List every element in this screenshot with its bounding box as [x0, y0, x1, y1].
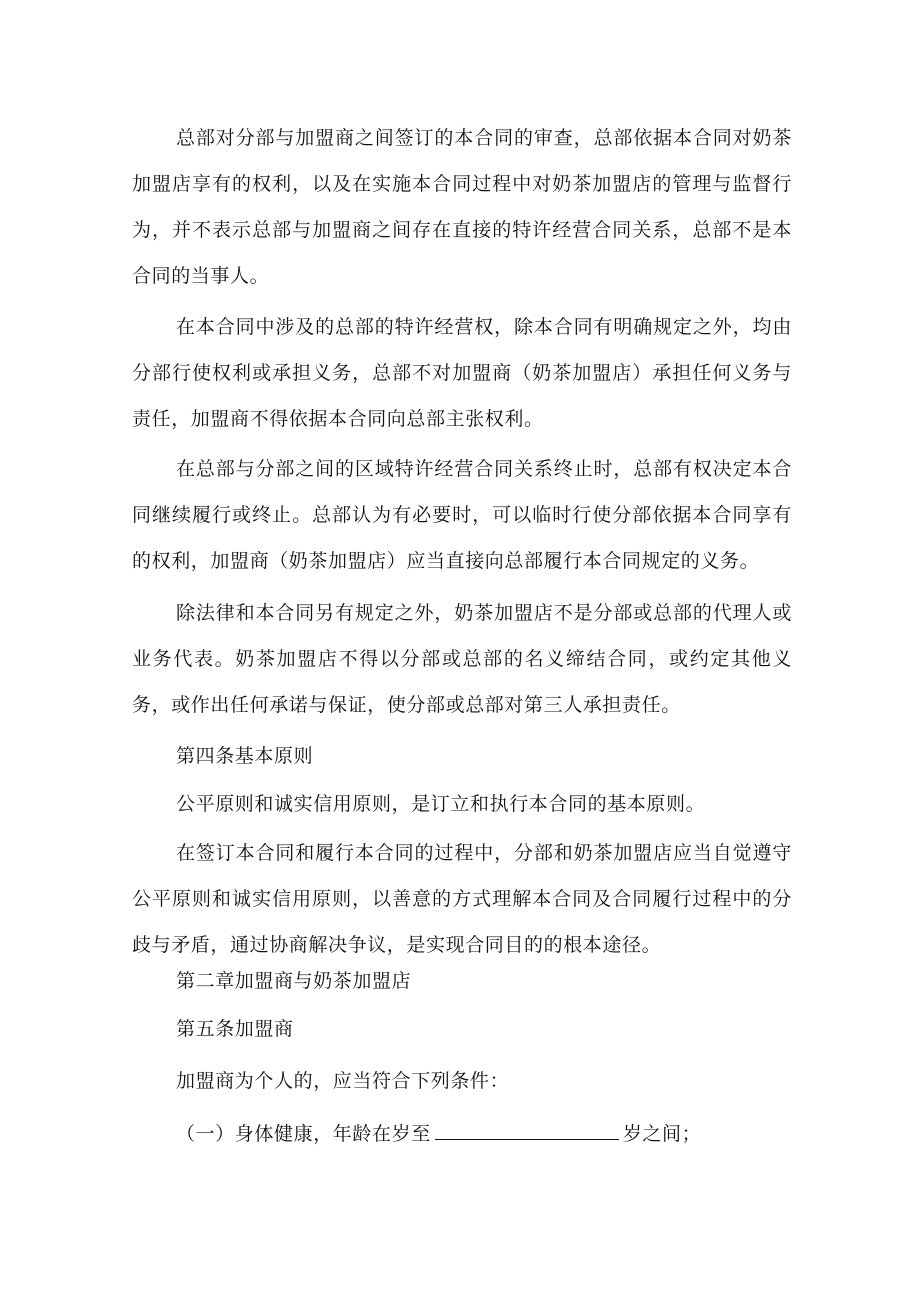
condition-1 [176, 1111, 701, 1157]
chapter-2-title: 第二章加盟商与奶茶加盟店 [176, 970, 412, 992]
paragraph-headquarters-review: 总部对分部与加盟商之间签订的本合同的审查，总部依据本合同对奶茶加盟店享有的权利，以及在实施本合同过程中对奶茶加盟店的管理与监督行为，并不表示总部与加盟商之间存在直接的特许经营合同关系，总部不是本合同的当事人。 [132, 127, 792, 287]
article-4-title: 第四条基本原则 [176, 745, 314, 767]
condition-1-text-after: 岁之间； [622, 1123, 702, 1145]
article-5-title: 第五条加盟商 [176, 1018, 294, 1040]
article-4-paragraph-2: 在签订本合同和履行本合同的过程中，分部和奶茶加盟店应当自觉遵守公平原则和诚实信用原则，以善意的方式理解本合同及合同履行过程中的分歧与矛盾，通过协商解决争议，是实现合同目的的根本途径。 [132, 842, 792, 956]
age-blank-field [435, 1121, 619, 1140]
paragraph-agency-disclaimer: 除法律和本合同另有规定之外，奶茶加盟店不是分部或总部的代理人或业务代表。奶茶加盟店不得以分部或总部的名义缔结合同，或约定其他义务，或作出任何承诺与保证，使分部或总部对第三人承担责任。 [132, 602, 792, 716]
article-5-paragraph-1: 加盟商为个人的，应当符合下列条件： [176, 1070, 510, 1092]
paragraph-franchise-rights: 在本合同中涉及的总部的特许经营权，除本合同有明确规定之外，均由分部行使权利或承担义务，总部不对加盟商（奶茶加盟店）承担任何义务与责任，加盟商不得依据本合同向总部主张权利。 [132, 316, 792, 430]
condition-1-text-before: （一）身体健康，年龄在岁至 [176, 1123, 431, 1145]
article-4-paragraph-1: 公平原则和诚实信用原则，是订立和执行本合同的基本原则。 [176, 793, 706, 815]
paragraph-contract-termination: 在总部与分部之间的区域特许经营合同关系终止时，总部有权决定本合同继续履行或终止。总部认为有必要时，可以临时行使分部依据本合同享有的权利，加盟商（奶茶加盟店）应当直接向总部履行本合同规定的义务。 [132, 458, 792, 572]
